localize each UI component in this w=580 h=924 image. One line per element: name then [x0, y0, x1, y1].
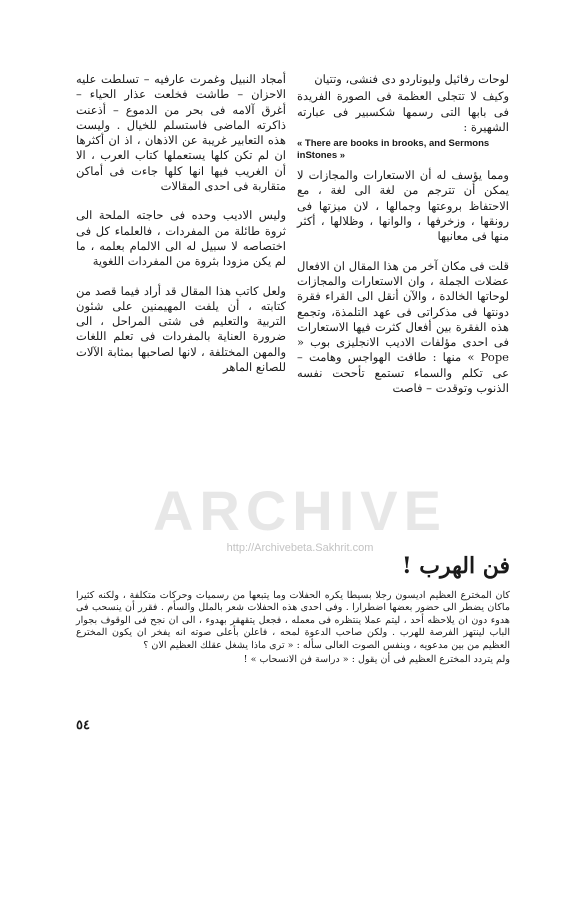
archive-watermark: ARCHIVE	[152, 479, 448, 542]
archive-watermark-url: http://Archivebeta.Sakhrit.com	[226, 542, 374, 554]
left-column	[76, 72, 286, 375]
right-paragraph-3: ومما يؤسف له أن الاستعارات والمجازات لا يمكن أن تترجم من لغة الى لغة ، مع الاحتفاظ بروعتها وجمالها ، لان ميزتها فى رونقها ، وزخرفها ، والوانها ، وظلالها ، أكثر منها فى معانيها	[297, 168, 509, 244]
right-paragraph-1: لوحات رفائيل وليوناردو دى فنشى، وتتيان	[314, 72, 509, 86]
left-paragraph-1: أمجاد النبيل وغمرت عارفيه – تسلطت عليه الاحزان – طاشت فخلعت عذار الحياء – أغرق آلامه فى بحر من الدموع – أذعنت ذاكرته الماضى فاستسلم للخيال . وليست هذه التعابير غريبة عن الاذهان ، اذ ان أكثرها ان لم تكن كلها يستعملها كتاب العرب ، الا أن الغريب فيها انها كلها جاءت فى أماكن متقاربة فى احدى المقالات	[76, 72, 286, 194]
anecdote-punchline: ولم يتردد المخترع العظيم فى أن يقول : « دراسة فن الانسحاب » !	[243, 654, 510, 666]
right-paragraph-2: وكيف لا تتجلى العظمة فى الصورة الفريدة فى بابها التى رسمها شكسبير فى عبارته الشهيرة :	[297, 89, 509, 134]
left-paragraph-3: ولعل كاتب هذا المقال قد أراد فيما قصد من كتابته ، أن يلفت المهيمنين على شئون التربية والتعليم فى شتى المراحل ، الى ضرورة العناية بالمفردات فى تعلم اللغات والمهن المختلفة ، لانها لصاحبها بمثابة الآلات للصانع الماهر	[76, 283, 286, 375]
anecdote-box	[76, 590, 510, 666]
left-paragraph-2: وليس الاديب وحده فى حاجته الملحة الى ثروة طائلة من المفردات ، فالعلماء كل فى اختصاصه لا سبيل له الى الالمام بعلمه ، ما لم يكن مزودا بثروة من المفردات اللغوية	[76, 208, 286, 269]
section-title: فن الهرب !	[401, 553, 510, 579]
right-paragraph-4: قلت فى مكان آخر من هذا المقال ان الافعال عضلات الجملة ، وان الاستعارات والمجازات لوحاتها الخالدة ، والآن أنقل الى القراء فقرة دونتها فى مذكراتى فى عهد التلمذة، وتجمع هذه الفقرة بين أفعال كثرت فيها الاستعارات فى احدى مؤلفات الاديب الانجليزى بوب « Pope » منها : طافت الهواجس وهامت – عى تكلم والسماء تستمع تأححت نفسه الذنوب وتوقدت – فاصت	[297, 258, 509, 396]
page-number: ٥٤	[76, 718, 90, 733]
english-quote: « There are books in brooks, and Sermons inStones »	[297, 138, 490, 162]
right-column	[297, 72, 509, 396]
anecdote-paragraph: كان المخترع العظيم اديسون رجلا بسيطا يكره الحفلات وما يتبعها من رسميات وحركات متكلفة ، ولكنه كثيرا ماكان يضطر الى حضور بعضها اضطرارا . وفى احدى هذه الحفلات شعر بالملل والسأم . فقرر أن ينسحب فى هدوء دون ان يلاحظه أحد ، ليتم عملا ينتظره فى معمله ، فجعل يتقهقر بهدوء ، الى ان نجح فى الوقوف بجوار الباب لينتهز الفرصة للهرب . ولكن صاحب الدعوة لمحه ، فاعلن بأعلى صوته انه يفخر ان يكون المخترع العظيم من بين مدعويه ، وبنفس الصوت العالى سأله : « ترى ماذا يشغل عقلك العظيم الان ؟	[76, 590, 510, 651]
